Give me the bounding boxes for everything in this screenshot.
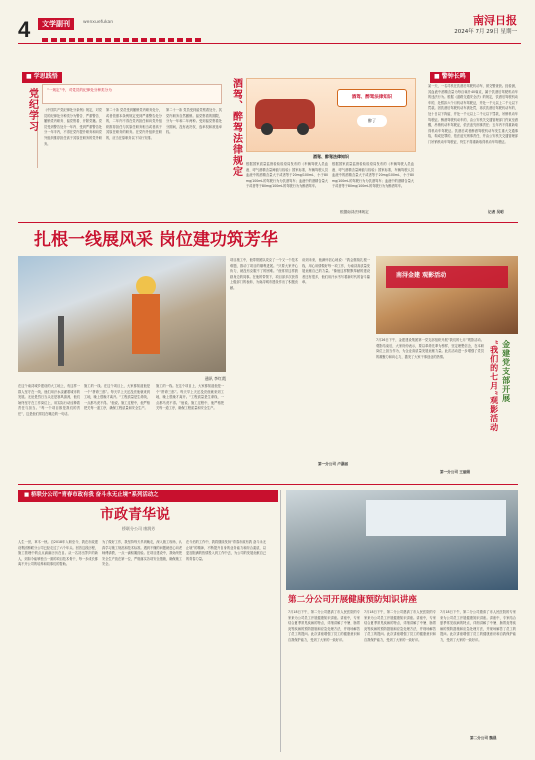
warning-byline: 记者 吴明 xyxy=(488,210,504,214)
column-rule xyxy=(280,490,281,752)
page-header xyxy=(18,12,521,44)
vertical-title-movie-1: 金建党支部开展 xyxy=(501,340,512,403)
drunk-col-2: 根据国家质量监督检验检疫局发布的《车辆驾驶人员血液、呼气酒精含量阈值与检验》国家标准，车辆驾驶人员血液中的酒精含量大于或者等于20mg/100mL、小于80mg/100mL的驾驶行为为饮酒驾车；血液中的酒精含量大于或者等于80mg/100mL的驾驶行为为醉酒驾车。 xyxy=(332,162,414,189)
study-col-1: 《中国共产党纪律处分条例》规定，对党员的纪律处分种类分为警告、严重警告、撤销党内职务、留党察看、开除党籍。党员受到警告处分一年内、受到严重警告处分一年半内，不得在党内提升职务和向党外组织推荐担任高于其原任职务的党外职务。 xyxy=(44,108,102,146)
feature-col-3: 项目施工中，他带领团队攻克了一个又一个技术难题，推动了项目的顺利进展。“只要大家齐心协力，就没有克服不了的困难。”他常常这样鼓励身边的同事。在他的带领下，项目部多次获得上级部门的表彰，为南浔城市建设作出了积极贡献。 xyxy=(230,258,298,290)
highlight-text: “一规定”中，对党员的纪律处分种类分为 xyxy=(47,88,112,92)
event-banner-text: 南浔金建 观影活动 xyxy=(396,272,447,279)
highlight-box xyxy=(42,84,222,104)
header-stripe xyxy=(42,38,202,42)
page-number: 4 xyxy=(18,17,31,42)
feature-col-2: 施工的一线。在这个项目上，大家都知道他是一个“拼命三郎”。每天早上天还没亮他就来到工地，晚上很晚才离开。“工程质量是生命线，一点都马虎不得。”他说。施工过程中，他严格把关每一道工序，确保工程质量和安全生产。 xyxy=(84,384,150,411)
vertical-title-discipline: 党纪学习 xyxy=(26,88,38,132)
tripod xyxy=(58,316,64,366)
lower-left-subtitle: 桥联分公司 康润芳 xyxy=(122,526,156,531)
study-col-3: 第二十一条 党员受到留党察看处分，其党内职务自然撤销。留党察看的期限，分为一年和二年两种。受到留党察看处分期间，没有表决权、选举权和被选举权。 xyxy=(166,108,222,135)
feature-col-2b: 施工的一线。在这个项目上，大家都知道他是一个“拼命三郎”。每天早上天还没亮他就来到工地，晚上很晚才离开。“工程质量是生命线，一点都马虎不得。”他说。施工过程中，他严格把关每一道工序，确保工程质量和安全生产。 xyxy=(156,384,224,411)
hardhat xyxy=(136,276,156,296)
cartoon-caption: 酒驾、醉驾法律知识 xyxy=(313,154,349,159)
section-tag-study: ■ 学思践悟 xyxy=(22,72,62,83)
divider-mid xyxy=(18,484,518,485)
lower-right-headline: 第二分公司开展健康预防知识讲座 xyxy=(288,595,417,605)
movie-body: 7月26日下午，金建建设集团第一党支部组织开展“我们的七月”观影活动。观影结束后，大家纷纷表示，要以革命先辈为榜样，坚定理想信念，在本职岗位上担当作为，为企业高质量发展贡献力量。此次活动进一步增强了党员的凝聚力和向心力，激发了大家干事创业的热情。 xyxy=(376,338,484,359)
feature-headline: 扎根一线展风采 岗位建功筑芳华 xyxy=(34,230,278,250)
wheel-left xyxy=(261,123,273,135)
section-label: 文学副刊 xyxy=(38,18,74,30)
vertical-title-movie-2: “我们的七月”观影活动 xyxy=(489,340,500,433)
lecture-photo xyxy=(286,490,518,590)
lower-left-col-3: 在今后的工作中，我将继续发扬“青春市政有我 奋斗永无止境”的精神，不断提升自身的业务能力和综合素质，以更加饱满的热情投入到工作中去，为公司的发展贡献自己的青春力量。 xyxy=(186,540,266,561)
worker-figure xyxy=(132,294,160,354)
wheel-right xyxy=(297,123,309,135)
movie-event-photo xyxy=(376,256,518,334)
lower-left-col-1: 人生一世，草木一秋。自2018年入职至今，我在市政建设集团桥联分公司已经走过了六个年头。回首这段历程，施工管理中的点点滴滴历历在目。从一名初出茅庐的新人，到如今能够独当一面的项目技术骨干，每一步成长都离不开公司的培养和同事们的帮助。 xyxy=(18,540,98,567)
speech-bubble: 醉了 xyxy=(357,115,387,127)
lower-left-headline: 市政青华说 xyxy=(100,507,170,523)
vertical-title-box xyxy=(24,88,38,168)
masthead: 南浔日报 xyxy=(473,14,517,27)
feature-col-4: 谈到未来，他满怀信心地说：“我会继续扎根一线，用心用情做好每一项工作，为南浔高质量发展贡献自己的力量。”像他这样默默奉献的建设者还有很多，他们用汗水书写着新时代的奋斗篇章。 xyxy=(302,258,370,285)
warning-body: 某一天，一名司机在饮酒后驾驶机动车，被交警查获。经检测，其血液中酒精含量为每百毫升40毫克，属于饮酒后驾驶机动车的违法行为。根据《道路交通安全法》的规定，饮酒后驾驶机动车的，处暂扣六个月机动车驾驶证，并处一千元以上二千元以下罚款。因饮酒后驾驶机动车被处罚，再次饮酒后驾驶机动车的，处十日以下拘留，并处一千元以上二千元以下罚款，吊销机动车驾驶证。醉酒驾驶机动车的，由公安机关交通管理部门约束至酒醒，吊销机动车驾驶证，依法追究刑事责任；五年内不得重新取得机动车驾驶证。饮酒后或者醉酒驾驶机动车发生重大交通事故，构成犯罪的，依法追究刑事责任，并由公安机关交通管理部门吊销机动车驾驶证，终生不得重新取得机动车驾驶证。 xyxy=(428,84,518,144)
issue-date: 2024年 7月 29日 星期一 xyxy=(454,29,517,35)
cartoon-illustration xyxy=(246,78,416,152)
divider-top xyxy=(18,222,518,223)
section-tag-warning: ■ 警钟长鸣 xyxy=(430,72,470,83)
drunk-col-1: 根据国家质量监督检验检疫局发布的《车辆驾驶人员血液、呼气酒精含量阈值与检验》国家标准，车辆驾驶人员血液中的酒精含量大于或者等于20mg/100mL、小于80mg/100mL的驾驶行为为饮酒驾车；血液中的酒精含量大于或者等于80mg/100mL的驾驶行为为醉酒驾车。 xyxy=(246,162,328,189)
drunk-source: 根据南浔法律规定 xyxy=(340,210,369,214)
feature-photo xyxy=(18,256,226,372)
cartoon-sign: 酒驾、醉驾法律知识 xyxy=(337,89,407,107)
vertical-title-drunk-driving: 酒驾、醉驾法律规定 xyxy=(230,78,242,177)
feature-photo-caption: 通讯 李红霞 xyxy=(204,376,226,381)
movie-byline: 第一分公司 王丽娟 xyxy=(440,470,471,474)
feature-col-1: 在这个南浔城乡建设的大工地上，有这样一群人坚守在一线，他们用汗水浇灌着城市的发展。无论是烈日当头还是寒风凛冽，他们始终坚守在工作岗位上，用实际行动诠释着责任与担当。“每一个项目都是我们的责任”，这是他们常挂在嘴边的一句话。 xyxy=(18,384,80,416)
lower-left-col-2: 为了做好工作，我坚持每天早到晚走，深入施工现场，认真学习施工规范和技术标准。遇到不懂的问题就虚心向老师傅请教，一点一滴积累经验。在项目建设中，我始终把安全生产放在第一位，严格落实各项安全措施，确保施工安全。 xyxy=(102,540,182,567)
lower-right-col-2: 7月18日下午，第二分公司邀请了市人民医院的专家来为公司员工开展健康知识讲座。讲座中，专家结合夏季常见疾病的特点，详细讲解了中暑、肠胃炎等疾病的预防措施和应急处理方法，并现场解答了员工的提问。此次讲座增强了员工的健康意识和自我保护能力，受到了大家的一致好评。 xyxy=(364,610,436,642)
series-banner: ■ 桥联分公司“青春市政有我 奋斗永无止境”系列活动之 xyxy=(18,490,278,502)
feature-byline: 第一分公司 卢嘉丽 xyxy=(318,462,349,466)
projector-screen xyxy=(366,500,506,536)
lower-right-col-3: 7月18日下午，第二分公司邀请了市人民医院的专家来为公司员工开展健康知识讲座。讲座中，专家结合夏季常见疾病的特点，详细讲解了中暑、肠胃炎等疾病的预防措施和应急处理方法，并现场解答了员工的提问。此次讲座增强了员工的健康意识和自我保护能力，受到了大家的一致好评。 xyxy=(440,610,516,642)
study-col-2: 第二十条 党员受到撤销党内职务处分，或者依照本条例规定受到严重警告处分的，二年内不得在党内担任和向党外组织推荐担任与其原任职务相当或者高于其原任职务的职务。在党内外组织任职的，应当在原职务以下另行安排。 xyxy=(106,108,162,140)
section-pinyin: wenxuefukan xyxy=(83,20,114,25)
lower-right-byline: 第二分公司 魏晨 xyxy=(470,736,497,740)
lower-right-col-1: 7月18日下午，第二分公司邀请了市人民医院的专家来为公司员工开展健康知识讲座。讲座中，专家结合夏季常见疾病的特点，详细讲解了中暑、肠胃炎等疾病的预防措施和应急处理方法，并现场解答了员工的提问。此次讲座增强了员工的健康意识和自我保护能力，受到了大家的一致好评。 xyxy=(288,610,360,642)
